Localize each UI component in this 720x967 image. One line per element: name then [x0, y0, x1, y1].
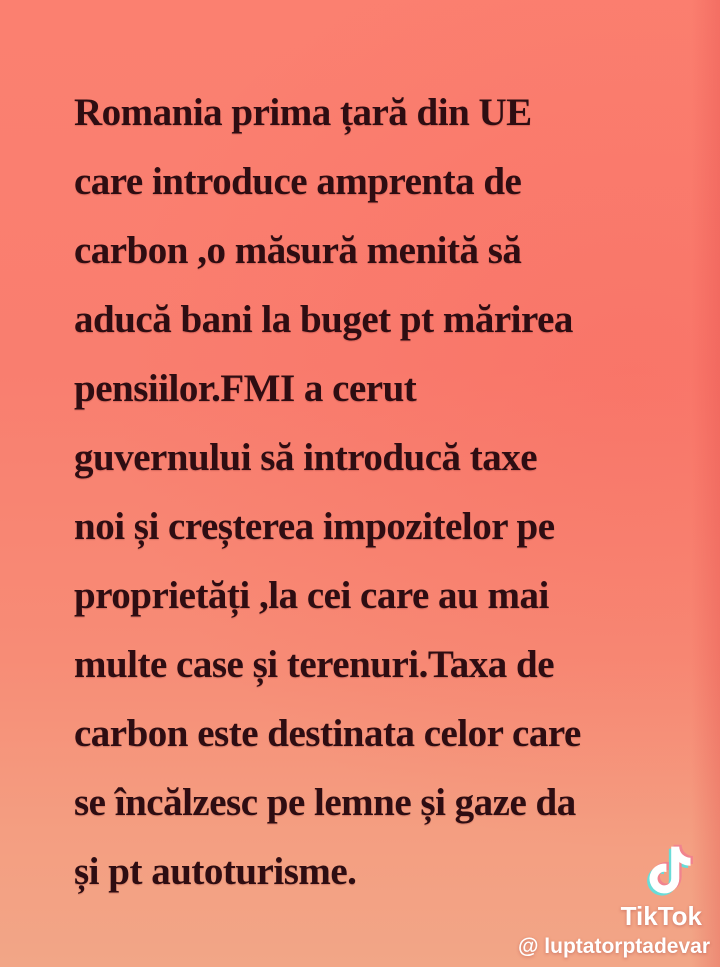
caption-line: Romania prima țară din UE	[74, 91, 532, 134]
caption-line: pensiilor.FMI a cerut	[74, 367, 417, 410]
tiktok-watermark	[518, 841, 710, 959]
caption-line: carbon ,o măsură menită să	[74, 229, 522, 272]
caption-line: care introduce amprenta de	[74, 160, 522, 203]
caption-line: proprietăți ,la cei care au mai	[74, 574, 549, 617]
caption-line: carbon este destinata celor care	[74, 712, 581, 755]
caption-line: și pt autoturisme.	[74, 850, 357, 893]
tiktok-note-icon	[644, 841, 696, 899]
caption-line: guvernului să introducă taxe	[74, 436, 538, 479]
tiktok-brand-label: TikTok	[620, 901, 702, 931]
caption-line: noi și creșterea impozitelor pe	[74, 505, 555, 548]
caption-line: aducă bani la buget pt mărirea	[74, 298, 573, 341]
tiktok-username: @ luptatorptadevar	[517, 935, 710, 958]
caption-text-block	[74, 78, 674, 906]
caption-line: se încălzesc pe lemne și gaze da	[74, 781, 576, 824]
caption-line: multe case și terenuri.Taxa de	[74, 643, 555, 686]
